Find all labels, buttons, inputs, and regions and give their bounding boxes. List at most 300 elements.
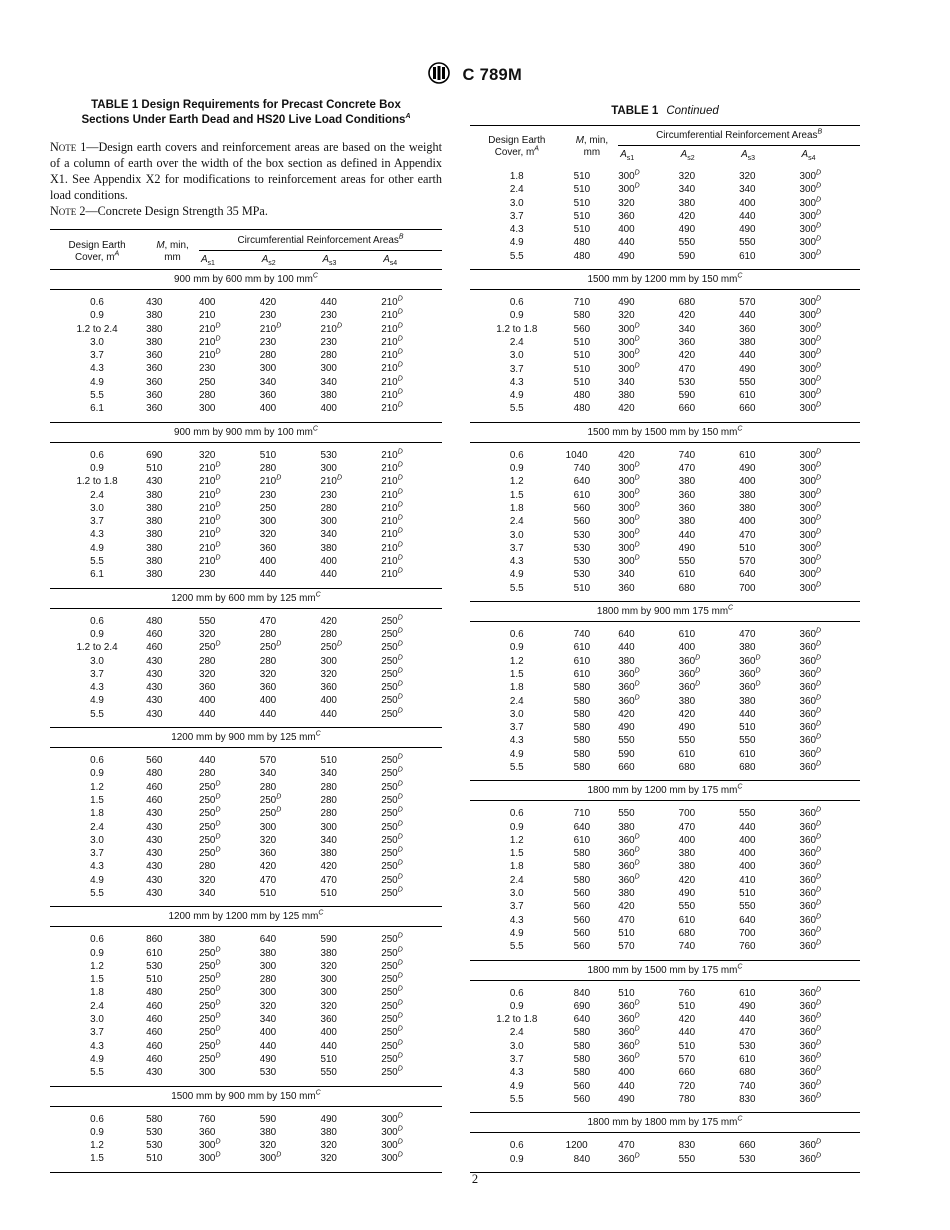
table-cell: 420 (259, 297, 277, 308)
table-cell: 4.9 (90, 542, 104, 554)
table-cell: 610 (678, 569, 696, 581)
table-title-line1: TABLE 1 Design Requirements for Precast Concrete Box (91, 99, 401, 111)
table-row (50, 641, 442, 654)
table-cell: 1.2 to 2.4 (76, 323, 118, 335)
table-cell: 490 (739, 224, 756, 236)
table-cell: 3.7 (509, 210, 524, 222)
table-cell: 0.9 (509, 642, 524, 654)
table-cell: 680 (678, 761, 696, 773)
table-cell: 550 (618, 735, 635, 747)
table-cell: 510 (573, 171, 591, 182)
table-cell: $360^D$ (799, 846, 822, 860)
table-cell: 320 (198, 874, 216, 886)
table-cell: 400 (259, 1027, 277, 1039)
table-cell: 1.5 (90, 1153, 104, 1165)
table-cell: 490 (678, 224, 696, 236)
table-cell: $360^D$ (799, 820, 822, 833)
table-cell: $300^D$ (799, 528, 822, 541)
table-cell: 420 (678, 874, 696, 886)
table-cell: 470 (739, 529, 756, 541)
table-cell: 420 (678, 708, 696, 720)
table-cell: 580 (573, 735, 591, 747)
table-row (50, 708, 442, 721)
table-row (470, 847, 860, 860)
table-row (470, 389, 860, 402)
table-cell: $300^D$ (618, 475, 640, 488)
table-cell: 510 (573, 363, 591, 375)
table-cell: 0.9 (509, 1000, 524, 1012)
table-row (470, 1013, 860, 1026)
table-cell: 380 (320, 542, 337, 554)
table-cell: 440 (259, 708, 277, 720)
table-cell: 580 (573, 1067, 591, 1079)
table-cell: $250^D$ (320, 640, 342, 654)
table-row (50, 349, 442, 362)
table-row (50, 887, 442, 900)
table-cell: 440 (739, 708, 756, 720)
table-cell: 0.6 (90, 297, 104, 308)
table-row (50, 1113, 442, 1126)
table-row (470, 721, 860, 734)
table-cell: 3.7 (90, 350, 104, 362)
col-header-cover: Design Earth Cover, $m^A$ (68, 239, 126, 263)
table-row (50, 860, 442, 873)
table-row (50, 874, 442, 887)
table-cell: 440 (320, 1040, 337, 1052)
table-cell: 530 (573, 556, 591, 568)
table-cell: $360^D$ (799, 1092, 822, 1105)
table-cell: 300 (198, 1067, 216, 1079)
table-cell: 420 (618, 901, 635, 913)
table-cell: $360^D$ (799, 667, 822, 680)
table-cell: 300 (320, 987, 337, 999)
table-cell: $360^D$ (799, 627, 822, 641)
table-cell: $250^D$ (381, 1052, 403, 1065)
table-cell: 5.5 (90, 887, 104, 899)
table-cell: 280 (198, 390, 216, 402)
table-cell: 400 (320, 556, 337, 568)
table-cell: 320 (320, 1000, 337, 1012)
table-cell: 580 (573, 695, 591, 707)
table-cell: 3.7 (90, 516, 104, 528)
table-cell: 610 (739, 1054, 756, 1066)
table-row (50, 475, 442, 488)
table-cell: 300 (320, 655, 337, 667)
table-cell: 460 (146, 1040, 163, 1052)
table-cell: 440 (320, 708, 337, 720)
table-cell: $250^D$ (198, 820, 221, 833)
table-cell: 280 (259, 462, 277, 474)
table-cell: 530 (573, 529, 591, 541)
table-cell: 340 (320, 768, 337, 780)
table-cell: $300^D$ (799, 461, 822, 475)
table-cell: 380 (146, 569, 163, 581)
col-header-cover: Design Earth Cover, $m^A$ (488, 135, 546, 158)
table-cell: 640 (573, 1014, 591, 1026)
note-2: Note 2—Concrete Design Strength 35 MPa. (50, 204, 268, 218)
table-cell: 590 (678, 250, 696, 262)
table-cell: $250^D$ (381, 654, 403, 667)
table-row (50, 767, 442, 780)
table-cell: 570 (739, 297, 756, 309)
table-cell: 1.5 (509, 489, 524, 501)
table-cell: $250^D$ (381, 820, 403, 833)
table-cell: 380 (146, 542, 163, 554)
table-cell: $250^D$ (381, 780, 403, 793)
table-cell: 590 (259, 1113, 277, 1125)
table-row (50, 754, 442, 767)
table-cell: $360^D$ (799, 641, 822, 654)
table-row (470, 309, 860, 322)
table-cell: 3.0 (509, 888, 524, 900)
table-row (50, 568, 442, 581)
table-cell: 840 (573, 987, 591, 999)
table-cell: $250^D$ (198, 959, 221, 972)
table-cell: 300 (320, 821, 337, 833)
table-cell: 0.6 (90, 1113, 104, 1125)
table-cell: 430 (146, 708, 163, 720)
table-cell: 5.5 (509, 582, 524, 594)
table-cell: $360^D$ (678, 654, 701, 667)
table-cell: 320 (320, 960, 337, 972)
table-cell: 530 (320, 449, 337, 461)
table-cell: 280 (198, 768, 216, 780)
table-cell: 510 (320, 1053, 337, 1065)
table-cell: $360^D$ (618, 1052, 640, 1066)
table-cell: 680 (678, 582, 696, 594)
table-cell: 580 (146, 1113, 163, 1125)
table-row (470, 568, 860, 581)
table-row (470, 462, 860, 475)
table-cell: $250^D$ (381, 680, 403, 694)
table-cell: $250^D$ (381, 972, 403, 986)
table-cell: 3.7 (90, 848, 104, 860)
table-cell: 3.0 (509, 197, 524, 209)
table-cell: 560 (573, 323, 591, 335)
table-cell: 510 (739, 542, 756, 554)
table-title (50, 98, 442, 127)
page-header (0, 62, 950, 89)
table-cell: 440 (320, 569, 337, 581)
table-cell: 610 (739, 748, 756, 760)
table-cell: 320 (678, 171, 696, 182)
table-row (50, 449, 442, 462)
table-cell: 400 (320, 403, 337, 415)
table-row (50, 847, 442, 860)
table-cell: 1200 (565, 1140, 588, 1152)
table-cell: 380 (739, 502, 756, 514)
table-cell: 360 (259, 542, 277, 554)
table-cell: 340 (320, 376, 337, 388)
table-cell: 440 (618, 237, 635, 249)
col-header-as1: $A_{s1}$ (620, 149, 635, 162)
table-cell: 1.8 (509, 682, 524, 694)
table-row (470, 170, 860, 183)
table-cell: 570 (678, 1054, 696, 1066)
table-cell: 580 (573, 722, 591, 734)
table-cell: $300^D$ (618, 169, 640, 182)
table-cell: 550 (198, 615, 216, 627)
table-cell: 360 (678, 502, 696, 514)
table-cell: 560 (573, 941, 591, 953)
table-cell: 3.0 (90, 834, 104, 846)
table-row (50, 681, 442, 694)
table-cell: $210^D$ (381, 541, 403, 554)
table-cell: 400 (259, 403, 277, 415)
table-row (50, 296, 442, 309)
table-cell: 400 (618, 224, 635, 236)
document-code: C 789M (462, 66, 523, 84)
table-cell: $250^D$ (198, 640, 221, 654)
table-row (50, 1000, 442, 1013)
table-cell: 5.5 (90, 708, 104, 720)
table-cell: 400 (739, 197, 756, 209)
table-cell: 710 (573, 808, 591, 820)
table-cell: 280 (320, 350, 337, 362)
table-row (470, 555, 860, 568)
table-cell: $300^D$ (799, 541, 822, 554)
table-cell: 4.3 (90, 1040, 104, 1052)
table-cell: 740 (678, 449, 696, 461)
table-cell: 660 (618, 761, 635, 773)
table-cell: 510 (739, 722, 756, 734)
table-cell: 4.9 (509, 927, 524, 939)
table-cell: 300 (259, 960, 277, 972)
table-row (50, 389, 442, 402)
table-cell: $210^D$ (381, 309, 403, 322)
table-cell: 420 (259, 861, 277, 873)
table-cell: 570 (618, 941, 635, 953)
table-cell: 4.3 (90, 861, 104, 873)
table-cell: 380 (678, 197, 696, 209)
table-cell: $210^D$ (198, 348, 221, 362)
table-cell: 3.0 (509, 529, 524, 541)
table-cell: 230 (259, 310, 277, 322)
table-cell: $300^D$ (799, 448, 822, 461)
section-header: 1200 mm by 900 mm by 125 $mm^C$ (50, 728, 442, 748)
table-cell: 550 (618, 808, 635, 820)
table-cell: $210^D$ (381, 501, 403, 514)
table-cell: 5.5 (509, 941, 524, 953)
table-row (470, 449, 860, 462)
table-cell: 510 (146, 1153, 163, 1165)
table-cell: 610 (573, 668, 591, 680)
col-header-as2: $A_{s2}$ (680, 149, 695, 162)
table-row (50, 376, 442, 389)
table-cell: 440 (259, 569, 277, 581)
table-cell: 490 (678, 888, 696, 900)
section-header: 1500 mm by 1500 mm by 150 $mm^C$ (470, 422, 860, 442)
table-cell: 470 (320, 874, 337, 886)
table-cell: 1.5 (90, 794, 104, 806)
table-cell: 380 (678, 848, 696, 860)
table-cell: $300^D$ (799, 335, 822, 348)
table-cell: $210^D$ (381, 461, 403, 474)
table-cell: 440 (678, 1027, 696, 1039)
table-cell: 610 (739, 449, 756, 461)
table-cell: 320 (259, 668, 277, 680)
table-cell: 560 (573, 1093, 591, 1105)
table-cell: 720 (678, 1080, 696, 1092)
table-cell: 550 (678, 901, 696, 913)
table-cell: $300^D$ (618, 528, 640, 541)
table-cell: $210^D$ (198, 541, 221, 554)
table-cell: 550 (678, 1153, 696, 1165)
table-cell: $360^D$ (799, 1152, 822, 1165)
table-cell: 660 (739, 403, 756, 415)
table-cell: 580 (573, 708, 591, 720)
table-row (50, 1026, 442, 1039)
table-cell: 430 (146, 476, 163, 488)
table-cell: $300^D$ (799, 402, 822, 415)
table-row (470, 1093, 860, 1106)
table-row (470, 628, 860, 641)
table-cell: $250^D$ (381, 986, 403, 999)
table-row (470, 376, 860, 389)
table-cell: 740 (739, 1080, 756, 1092)
table-cell: 300 (259, 363, 277, 375)
table-cell: 280 (259, 974, 277, 986)
table-cell: $300^D$ (799, 348, 822, 362)
table-cell: 580 (573, 1040, 591, 1052)
section-header: 1500 mm by 1200 mm by 150 $mm^C$ (470, 270, 860, 290)
table-cell: 340 (320, 834, 337, 846)
table-cell: 340 (259, 376, 277, 388)
table-cell: $360^D$ (799, 886, 822, 900)
table-cell: 610 (678, 914, 696, 926)
table-cell: $300^D$ (618, 183, 640, 196)
table-cell: 440 (739, 350, 756, 362)
table-cell: 490 (320, 1113, 337, 1125)
table-cell: 5.5 (509, 761, 524, 773)
table-cell: $360^D$ (618, 667, 640, 680)
table-cell: 1.8 (90, 987, 104, 999)
table-cell: 3.0 (90, 655, 104, 667)
table-cell: 6.1 (90, 569, 104, 581)
table-row (470, 821, 860, 834)
table-cell: 470 (739, 629, 756, 641)
table-cell: 1.8 (509, 861, 524, 873)
table-cell: 360 (146, 363, 163, 375)
table-cell: 610 (573, 834, 591, 846)
table-cell: 4.9 (509, 748, 524, 760)
table-cell: 440 (618, 642, 635, 654)
table-cell: 280 (259, 350, 277, 362)
table-cell: $250^D$ (381, 959, 403, 972)
table-cell: 460 (146, 1000, 163, 1012)
table-cell: 400 (678, 834, 696, 846)
table-cell: $210^D$ (198, 528, 221, 541)
table-cell: $300^D$ (799, 488, 822, 501)
table-cell: 400 (739, 516, 756, 528)
table-cell: 530 (739, 1040, 756, 1052)
table-cell: 4.9 (509, 1080, 524, 1092)
table-cell: 280 (320, 808, 337, 820)
table-cell: 490 (618, 722, 635, 734)
table-row (470, 1053, 860, 1066)
table-cell: $250^D$ (381, 846, 403, 860)
table-cell: 470 (678, 363, 696, 375)
notes (50, 139, 442, 219)
table-cell: 460 (146, 628, 163, 640)
table-cell: 550 (739, 237, 756, 249)
table-cell: 340 (320, 529, 337, 541)
table-cell: 510 (573, 336, 591, 348)
table-cell: $360^D$ (618, 1039, 640, 1052)
table-cell: 440 (739, 310, 756, 322)
table-cell: 3.7 (509, 542, 524, 554)
table-cell: 360 (259, 390, 277, 402)
table-cell: $300^D$ (799, 568, 822, 581)
table-cell: 550 (739, 901, 756, 913)
table-cell: $210^D$ (381, 514, 403, 528)
table-cell: 490 (618, 297, 635, 309)
table-cell: 420 (678, 350, 696, 362)
table-cell: 3.0 (90, 502, 104, 514)
table-cell: 580 (573, 1027, 591, 1039)
table-cell: 460 (146, 642, 163, 654)
table-cell: $360^D$ (618, 846, 640, 860)
table-cell: 3.0 (90, 336, 104, 348)
table-cell: $250^D$ (381, 753, 403, 767)
table-cell: $250^D$ (381, 667, 403, 680)
table-cell: 400 (259, 556, 277, 568)
table-cell: 440 (259, 1040, 277, 1052)
table-cell: 690 (146, 449, 163, 461)
table-cell: $360^D$ (618, 1012, 640, 1026)
table-cell: $300^D$ (618, 554, 640, 568)
table-cell: $360^D$ (618, 694, 640, 707)
table-row (470, 734, 860, 747)
table-row (50, 628, 442, 641)
table-cell: $360^D$ (739, 680, 761, 694)
table-cell: 610 (678, 748, 696, 760)
table-cell: 360 (146, 350, 163, 362)
table-cell: 340 (259, 768, 277, 780)
table-row (470, 655, 860, 668)
table-cell: 380 (198, 934, 216, 946)
table-cell: 690 (573, 1000, 591, 1012)
table-row (50, 555, 442, 568)
table-cell: $250^D$ (198, 1039, 221, 1052)
table-cell: $210^D$ (381, 554, 403, 568)
table-cell: 230 (320, 489, 337, 501)
section-header: 1500 mm by 900 mm by 150 $mm^C$ (50, 1086, 442, 1106)
table-row (470, 1139, 860, 1152)
table-cell: 480 (573, 237, 591, 249)
table-cell: 380 (739, 489, 756, 501)
table-cell: 580 (573, 861, 591, 873)
table-cell: $250^D$ (198, 1026, 221, 1039)
table-cell: $210^D$ (259, 474, 282, 488)
table-cell: $210^D$ (198, 474, 221, 488)
table-cell: 1.2 (90, 960, 104, 972)
table-cell: $250^D$ (198, 1012, 221, 1026)
table-cell: 510 (320, 887, 337, 899)
table-cell: 380 (146, 336, 163, 348)
table-cell: $250^D$ (381, 873, 403, 886)
table-cell: $250^D$ (198, 793, 221, 806)
table-cell: 4.3 (509, 914, 524, 926)
table-cell: $250^D$ (381, 946, 403, 959)
table-cell: 610 (739, 390, 756, 402)
right-table (470, 125, 860, 1173)
table-cell: 280 (320, 628, 337, 640)
table-cell: $210^D$ (381, 474, 403, 488)
table-cell: 430 (146, 821, 163, 833)
table-cell: 280 (259, 655, 277, 667)
table-cell: 1.2 to 1.8 (496, 323, 538, 335)
